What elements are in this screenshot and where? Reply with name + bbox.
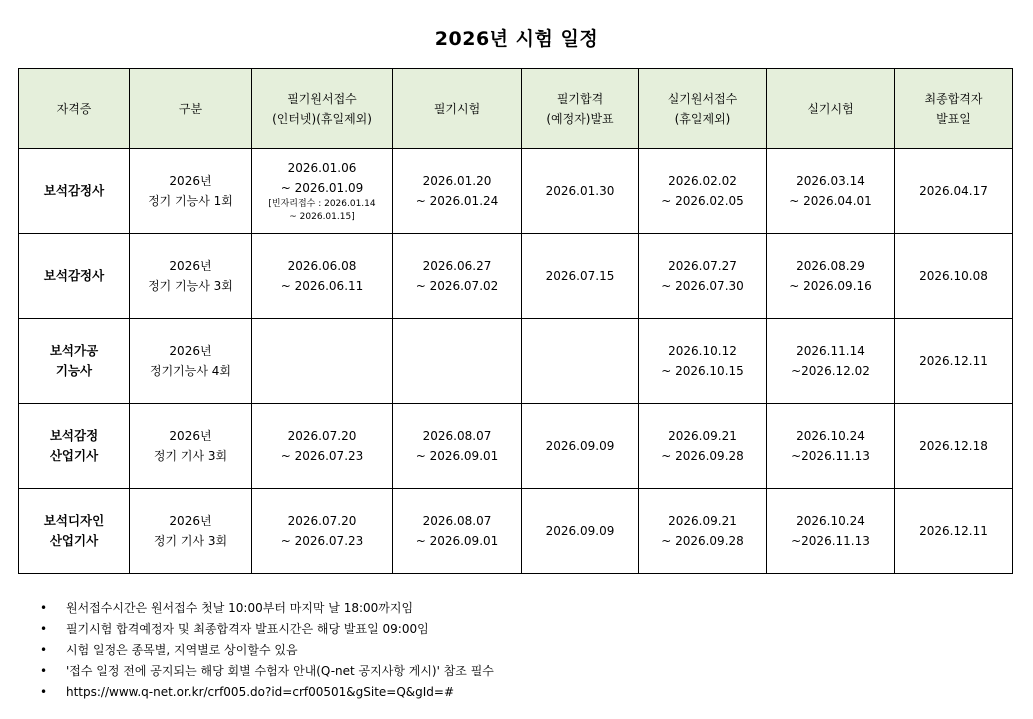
header-text: (휴일제외) — [674, 111, 731, 126]
cell-text: 2026년 — [169, 344, 212, 358]
header-text: (예정자)발표 — [546, 111, 614, 126]
header-text: 필기원서접수 — [287, 91, 357, 106]
bullet-icon: • — [40, 685, 48, 699]
type-cell — [130, 319, 252, 404]
cell-text: 보석감정사 — [43, 183, 105, 198]
written-exam-cell — [393, 149, 522, 234]
cell-text: 산업기사 — [49, 448, 99, 463]
type-cell — [130, 149, 252, 234]
practical-app-cell — [639, 319, 767, 404]
header-text: 실기원서접수 — [667, 91, 738, 106]
cell-text: 2026.06.27 — [422, 259, 492, 273]
type-cell — [130, 489, 252, 574]
note-item — [26, 682, 494, 703]
cell-text: 정기기능사 4회 — [149, 364, 231, 378]
cell-text: 2026.10.12 — [668, 344, 737, 358]
note-item — [26, 598, 494, 619]
cell-text: ~2026.11.13 — [791, 449, 870, 463]
practical-app-cell — [639, 404, 767, 489]
cell-text: ~ 2026.09.28 — [661, 534, 744, 548]
header-text: 구분 — [178, 101, 203, 116]
header-text: 최종합격자 — [924, 91, 983, 106]
notes-list — [26, 598, 494, 703]
cell-text: 보석가공 — [49, 343, 99, 358]
bullet-icon: • — [40, 601, 48, 615]
written-app-cell — [252, 234, 393, 319]
header-cell — [522, 69, 639, 149]
type-cell — [130, 234, 252, 319]
cell-text: 보석디자인 — [43, 513, 105, 528]
note-text: 원서접수시간은 원서접수 첫날 10:00부터 마지막 날 18:00까지임 — [66, 601, 414, 615]
note-text: https://www.q-net.or.kr/crf005.do?id=crf00501&gSite=Q&gId=# — [66, 685, 455, 699]
cell-text: ~ 2026.06.11 — [280, 279, 364, 293]
header-cell — [19, 69, 130, 149]
table-row — [19, 319, 1013, 404]
table-row — [19, 404, 1013, 489]
cell-text: 보석감정 — [49, 428, 99, 443]
bullet-icon: • — [40, 622, 48, 636]
cell-text: ~ 2026.01.09 — [280, 181, 364, 195]
cell-text: ~ 2026.09.28 — [661, 449, 744, 463]
header-text: 필기합격 — [556, 91, 604, 106]
cell-text: ~ 2026.02.05 — [661, 194, 744, 208]
cert-cell — [19, 404, 130, 489]
written-result-cell — [522, 234, 639, 319]
cell-text: 2026년 — [169, 174, 212, 188]
type-cell — [130, 404, 252, 489]
note-item — [26, 619, 494, 640]
cell-text: ~2026.12.02 — [791, 364, 870, 378]
cell-text: ~ 2026.01.24 — [415, 194, 499, 208]
written-result-cell — [522, 489, 639, 574]
header-text: (인터넷)(휴일제외) — [272, 111, 372, 126]
cell-text: 2026.08.07 — [422, 429, 492, 443]
cell-text: ~ 2026.07.30 — [661, 279, 744, 293]
cell-text: 2026.12.18 — [919, 439, 988, 453]
table-row — [19, 234, 1013, 319]
written-app-cell — [252, 404, 393, 489]
final-result-cell — [895, 404, 1013, 489]
cell-text: 2026.09.09 — [545, 524, 615, 538]
note-text: 시험 일정은 종목별, 지역별로 상이할수 있음 — [66, 643, 298, 657]
header-text: 실기시험 — [807, 101, 854, 116]
final-result-cell — [895, 489, 1013, 574]
practical-app-cell — [639, 149, 767, 234]
cell-text: 2026.09.09 — [545, 439, 615, 453]
written-exam-cell — [393, 489, 522, 574]
written-exam-cell — [393, 319, 522, 404]
written-result-cell — [522, 404, 639, 489]
cell-text: 2026.09.21 — [668, 429, 737, 443]
bullet-icon: • — [40, 664, 48, 678]
note-text: 필기시험 합격예정자 및 최종합격자 발표시간은 해당 발표일 09:00임 — [66, 622, 429, 636]
cell-text: 정기 기사 3회 — [153, 449, 228, 463]
written-app-cell — [252, 319, 393, 404]
header-cell — [393, 69, 522, 149]
vacancy-note-text: [빈자리접수 : 2026.01.14 — [268, 199, 376, 209]
header-text: 발표일 — [936, 111, 971, 126]
cert-cell — [19, 149, 130, 234]
table-row — [19, 149, 1013, 234]
written-exam-cell — [393, 234, 522, 319]
cell-text: 정기 기능사 1회 — [148, 194, 233, 208]
cell-text: 2026.09.21 — [668, 514, 737, 528]
bullet-icon: • — [40, 643, 48, 657]
final-result-cell — [895, 149, 1013, 234]
cell-text: 2026.02.02 — [668, 174, 737, 188]
practical-exam-cell — [767, 149, 895, 234]
cell-text: ~ 2026.10.15 — [661, 364, 744, 378]
header-cell — [767, 69, 895, 149]
header-cell — [252, 69, 393, 149]
cell-text: 2026.10.24 — [796, 429, 865, 443]
final-result-cell — [895, 319, 1013, 404]
table-header-row — [19, 69, 1013, 149]
practical-app-cell — [639, 234, 767, 319]
written-result-cell — [522, 319, 639, 404]
note-item — [26, 640, 494, 661]
cell-text: 2026.10.08 — [919, 269, 988, 283]
vacancy-note-text: ~ 2026.01.15] — [289, 212, 355, 222]
cert-cell — [19, 319, 130, 404]
header-cell — [895, 69, 1013, 149]
header-text: 필기시험 — [433, 101, 481, 116]
cell-text: 2026.03.14 — [796, 174, 865, 188]
cell-text: ~ 2026.09.01 — [415, 534, 499, 548]
note-item — [26, 661, 494, 682]
practical-app-cell — [639, 489, 767, 574]
cell-text: 2026.11.14 — [796, 344, 865, 358]
cell-text: 2026.08.07 — [422, 514, 492, 528]
cell-text: 2026년 — [169, 259, 212, 273]
cell-text: 2026.08.29 — [796, 259, 865, 273]
exam-schedule-table — [18, 68, 1013, 574]
cell-text: 2026.12.11 — [919, 354, 988, 368]
written-app-cell — [252, 149, 393, 234]
cell-text: 2026.07.20 — [287, 429, 357, 443]
practical-exam-cell — [767, 489, 895, 574]
header-cell — [130, 69, 252, 149]
cell-text: 산업기사 — [49, 533, 99, 548]
cell-text: 2026.07.20 — [287, 514, 357, 528]
cell-text: 정기 기사 3회 — [153, 534, 228, 548]
cert-cell — [19, 234, 130, 319]
written-result-cell — [522, 149, 639, 234]
cell-text: 2026.01.06 — [287, 161, 357, 175]
practical-exam-cell — [767, 234, 895, 319]
cell-text: 2026.12.11 — [919, 524, 988, 538]
final-result-cell — [895, 234, 1013, 319]
cell-text: ~ 2026.07.23 — [280, 449, 364, 463]
header-text: 자격증 — [56, 101, 92, 116]
cell-text: ~ 2026.07.02 — [415, 279, 499, 293]
cert-cell — [19, 489, 130, 574]
header-cell — [639, 69, 767, 149]
cell-text: 보석감정사 — [43, 268, 105, 283]
cell-text: 정기 기능사 3회 — [148, 279, 233, 293]
cell-text: 2026.06.08 — [287, 259, 357, 273]
cell-text: 2026.07.27 — [668, 259, 737, 273]
cell-text: 2026.10.24 — [796, 514, 865, 528]
page-title: 2026년 시험 일정 — [434, 28, 599, 50]
practical-exam-cell — [767, 319, 895, 404]
cell-text: ~ 2026.09.16 — [789, 279, 872, 293]
cell-text: ~ 2026.04.01 — [789, 194, 872, 208]
cell-text: ~ 2026.07.23 — [280, 534, 364, 548]
practical-exam-cell — [767, 404, 895, 489]
cell-text: ~2026.11.13 — [791, 534, 870, 548]
cell-text: 기능사 — [55, 363, 93, 378]
written-app-cell — [252, 489, 393, 574]
cell-text: 2026.01.20 — [422, 174, 492, 188]
cell-text: 2026.01.30 — [545, 184, 615, 198]
cell-text: 2026.04.17 — [919, 184, 988, 198]
table-row — [19, 489, 1013, 574]
cell-text: 2026.07.15 — [545, 269, 615, 283]
written-exam-cell — [393, 404, 522, 489]
note-text: '접수 일정 전에 공지되는 해당 회별 수험자 안내(Q-net 공지사항 게시)' 참조 필수 — [66, 664, 494, 678]
cell-text: ~ 2026.09.01 — [415, 449, 499, 463]
cell-text: 2026년 — [169, 514, 212, 528]
cell-text: 2026년 — [169, 429, 212, 443]
